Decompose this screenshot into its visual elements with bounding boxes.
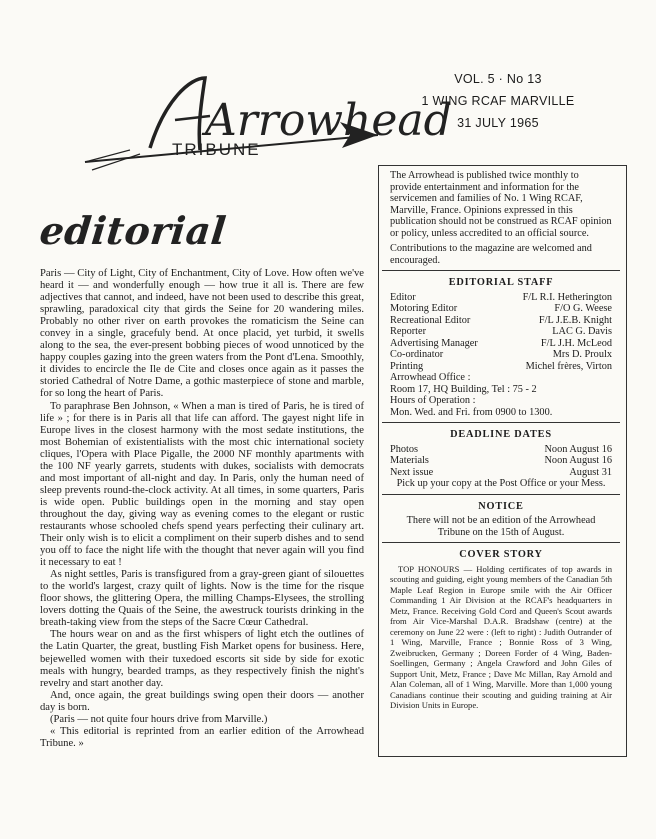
staff-list (390, 292, 612, 373)
editorial-paragraph: And, once again, the great buildings swing open their doors — another day is born. (40, 689, 364, 713)
editorial-paragraph: Paris — City of Light, City of Enchantment, City of Love. How often we've heard it — and wonderfully enough — how true it all is. There are few adjectives that cannot, and indeed, have not been used to describe this great, sprawling, paradoxical city that girds the Seine for 20 wandering miles. Probably no other river on earth provokes the romaticism the Seine can convey in a single, gracefuly bend. At once placid, yet turbid, it swells along to the sea, the ever-present bobbing pieces of wood unnoticed by the happy couples gazing into the green waters from the Pont d'Lena. Smoothly, it divides to encircle the Ile de Cite and closes once again as it passes the storied Cathedral of Notre Dame, a gothic masterpiece of stone and marble, for so long the heart of Paris. (40, 268, 364, 400)
deadline-row: Next issue August 31 (390, 466, 612, 478)
cover-story-text: TOP HONOURS — Holding certificates of top awards in scouting and guiding, eight young members of the Canadian 5th Maple Leaf Region in Europe smile with the Air Officer Commanding 1 Air Division at the RCAF's headquarters in Metz, France. Receiving Gold Cord and Queen's Scout awards from Air Vice-Marshal D.A.R. Bradshaw (centre) at the ceremony on June 22 were : (left to right) : Judith Outrander of 1 Wing, Marville, France ; Bonnie Ross of 3 Wing, Zweibrucken, Germany ; Doreen Forder of 4 Wing, Baden-Soellingen, Germany ; Angela Crawford and John Giles of Support Unit, Metz, France ; Dave Mc Millan, Ray Arnold and Alan Coleman, all of 1 Wing, Marville. More than 1,000 young Canadians continue their scouting and guiding training at Air Division Units in Europe. (390, 563, 612, 710)
editorial-paragraph: The hours wear on and as the first whispers of light etch the outlines of the Latin Quarter, the great, bustling Fish Market opens for business. Here, bejewelled women with their tuxedoed escorts sit side by side for exotic meals with hungry, bearded tramps, as they respectively finish the night's revelry and start another day. (40, 629, 364, 689)
cover-story-heading: COVER STORY (459, 549, 543, 560)
contributions-note: Contributions to the magazine are welcomed and encouraged. (390, 243, 592, 266)
hours-value: Mon. Wed. and Fri. from 0900 to 1300. (390, 406, 553, 418)
info-box (390, 170, 612, 711)
notice-heading: NOTICE (478, 500, 524, 512)
divider (382, 422, 620, 423)
staff-row: Reporter LAC G. Davis (390, 326, 612, 337)
staff-row: Editor F/L R.I. Hetherington (390, 291, 612, 303)
issue-date: 31 JULY 1965 (457, 116, 539, 130)
editorial-heading: editorial (37, 208, 229, 253)
publication-statement: The Arrowhead is published twice monthly to provide entertainment and information for the servicemen and families of No. 1 Wing RCAF, Marville, France. Opinions expressed in this publication should not be construed as RCAF opinion or policy, unless accredited to an official source. (390, 170, 612, 239)
editorial-paragraph: As night settles, Paris is transfigured from a gray-green giant of silouettes to the world's largest, crazy quilt of lights. Now is the time for the risque floor shows, the glittering Opera, the milling Champs-Elysees, the strolling lovers dotting the Quais of the Seine, the awestruck tourists drinking in the breath-taking view from the steps of the Sacre Cœur Cathedral. (40, 569, 364, 629)
deadline-dates-heading: DEADLINE DATES (450, 429, 552, 440)
hours-label: Hours of Operation : (390, 395, 476, 406)
office-label: Arrowhead Office : (390, 372, 471, 383)
editorial-staff-heading: EDITORIAL STAFF (448, 277, 554, 288)
staff-row: Advertising Manager F/L J.H. McLeod (390, 337, 612, 349)
divider (382, 270, 620, 271)
editorial-paragraph: To paraphrase Ben Johnson, « When a man is tired of Paris, he is tired of life » ; for there is in Paris all that life can afford. The gayest night life in Europe lives in the closest harmony with the most sedate institutions, the most Bohemian of existentialists with the most chic international society cliques, l'Opera with Place Pigalle, the 2000 NF monthly apartments with the 100 NF yearly garrets, students with dukes, socialists with democrats and most important of all-night and day. In Paris, only the human need of sleep prevents round-the-clock activity. At all times, in some quarters, Paris is wide open. Public buildings open in the morning and stay open throughout the day, giving way as evening comes to the elegant or rustic restaurants whose schooled chefs spend years perfecting their culinary art. Their only wish is to elicit a compliment on their superb dishes and to send you off to face the night life with the thought that never again will you find it necessary to eat ! (40, 400, 364, 569)
staff-row: Co-ordinator Mrs D. Proulx (390, 349, 612, 360)
staff-row: Motoring Editor F/O G. Weese (390, 303, 612, 314)
deadline-row: Materials Noon August 16 (390, 455, 612, 466)
editorial-paragraph: (Paris — not quite four hours drive from Marville.) (50, 713, 268, 725)
editorial-body (40, 268, 364, 750)
office-value: Room 17, HQ Building, Tel : 75 - 2 (390, 383, 537, 395)
editorial-paragraph: « This editorial is reprinted from an earlier edition of the Arrowhead Tribune. » (40, 725, 364, 749)
unit-name: 1 WING RCAF MARVILLE (421, 94, 575, 108)
deadline-row: Photos Noon August 16 (390, 443, 612, 455)
logo-word-tribune: TRIBUNE (172, 140, 261, 159)
staff-row: Printing Michel frères, Virton (390, 360, 612, 372)
notice-text: There will not be an edition of the Arrowhead Tribune on the 15th of August. (406, 515, 596, 538)
volume-number: VOL. 5 · No 13 (454, 72, 542, 86)
staff-row: Recreational Editor F/L J.E.B. Knight (390, 314, 612, 326)
logo-word-arrowhead: Arrowhead (205, 95, 452, 146)
pickup-note: Pick up your copy at the Post Office or your Mess. (396, 478, 606, 489)
divider (382, 542, 620, 543)
divider (382, 494, 620, 495)
issue-info (388, 68, 608, 134)
